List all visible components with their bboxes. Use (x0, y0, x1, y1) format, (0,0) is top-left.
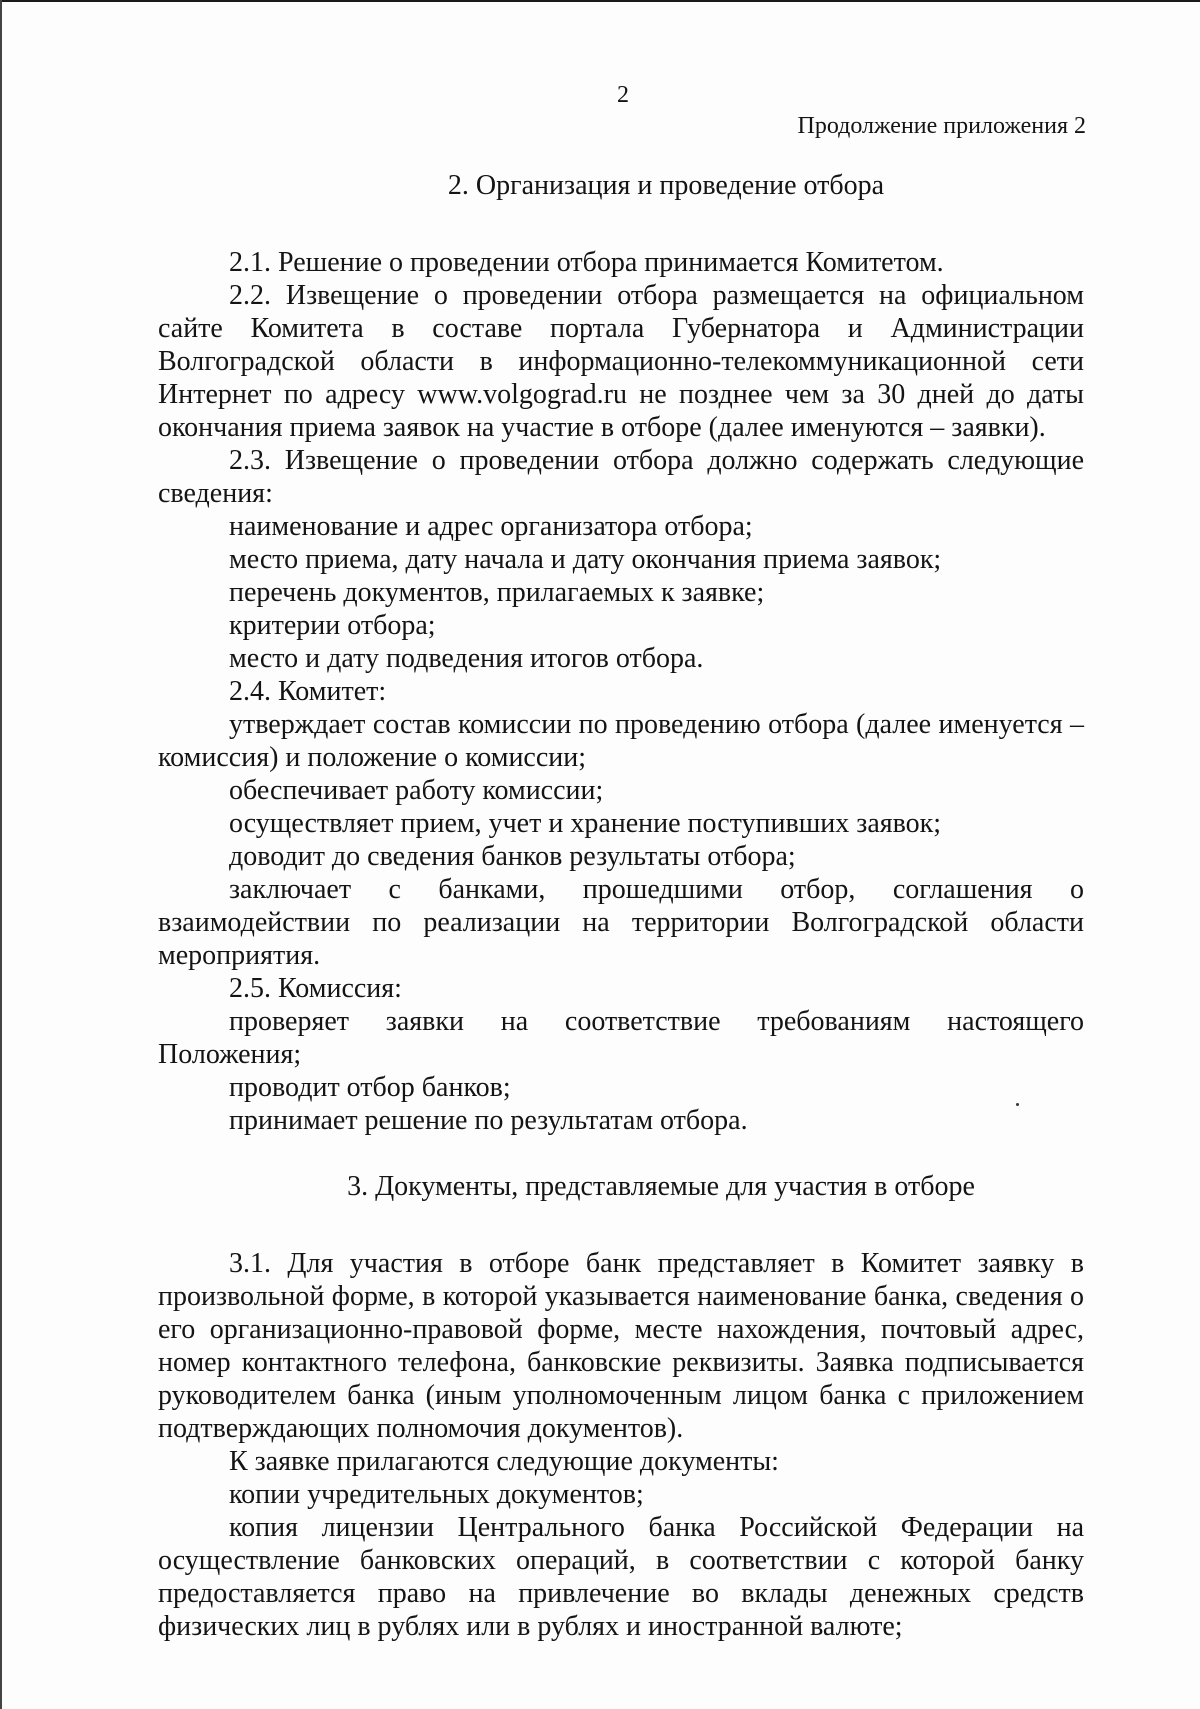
document-body (158, 169, 1084, 1643)
list-item: утверждает состав комиссии по проведению отбора (далее именуется – комиссия) и положение о комиссии; (158, 709, 1084, 773)
page-number: 2 (617, 82, 629, 108)
scan-edge-top (0, 0, 1200, 2)
list-item: проводит отбор банков; (229, 1072, 511, 1103)
list-item: место приема, дату начала и дату окончания приема заявок; (229, 544, 942, 575)
list-item: принимает решение по результатам отбора. (229, 1105, 748, 1136)
list-item: осуществляет прием, учет и хранение поступивших заявок; (229, 808, 942, 839)
continuation-note: Продолжение приложения 2 (797, 113, 1086, 139)
list-item: копия лицензии Центрального банка Российской Федерации на осуществление банковских операций, в соответствии с которой банку предоставляется право на привлечение во вклады денежных средств физических лиц в рублях или в рублях и иностранной валюте; (158, 1512, 1084, 1642)
paragraph-3-1: 3.1. Для участия в отборе банк представляет в Комитет заявку в произвольной форме, в которой указывается наименование банка, сведения о его организационно-правовой форме, месте нахождения, почтовый адрес, номер контактного телефона, банковские реквизиты. Заявка подписывается руководителем банка (иным уполномоченным лицом банка с приложением подтверждающих полномочия документов). (158, 1248, 1084, 1444)
list-item: место и дату подведения итогов отбора. (229, 643, 704, 674)
section-3-title: 3. Документы, представляемые для участия в отборе (347, 1171, 975, 1202)
paragraph-2-5: 2.5. Комиссия: (229, 973, 402, 1004)
list-item: перечень документов, прилагаемых к заявке; (229, 577, 765, 608)
paragraph-2-3: 2.3. Извещение о проведении отбора должно содержать следующие сведения: (158, 445, 1084, 509)
paragraph-2-1: 2.1. Решение о проведении отбора принимается Комитетом. (229, 247, 944, 278)
scan-edge-left (0, 0, 2, 1709)
list-item: обеспечивает работу комиссии; (229, 775, 604, 806)
list-item: доводит до сведения банков результаты отбора; (229, 841, 796, 872)
list-item: проверяет заявки на соответствие требованиям настоящего Положения; (158, 1006, 1084, 1070)
paragraph-2-2: 2.2. Извещение о проведении отбора размещается на официальном сайте Комитета в составе портала Губернатора и Администрации Волгоградской области в информационно-телекоммуникационной сети Интернет по адресу www.volgograd.ru не позднее чем за 30 дней до даты окончания приема заявок на участие в отборе (далее именуются – заявки). (158, 280, 1084, 443)
list-item: К заявке прилагаются следующие документы: (229, 1446, 779, 1477)
list-item: наименование и адрес организатора отбора; (229, 511, 753, 542)
list-item: копии учредительных документов; (229, 1479, 644, 1510)
list-item: критерии отбора; (229, 610, 436, 641)
section-2-title: 2. Организация и проведение отбора (447, 170, 885, 201)
paragraph-2-4: 2.4. Комитет: (229, 676, 387, 707)
list-item: заключает с банками, прошедшими отбор, соглашения о взаимодействии по реализации на территории Волгоградской области мероприятия. (158, 874, 1084, 971)
scan-speck (1016, 1103, 1019, 1106)
